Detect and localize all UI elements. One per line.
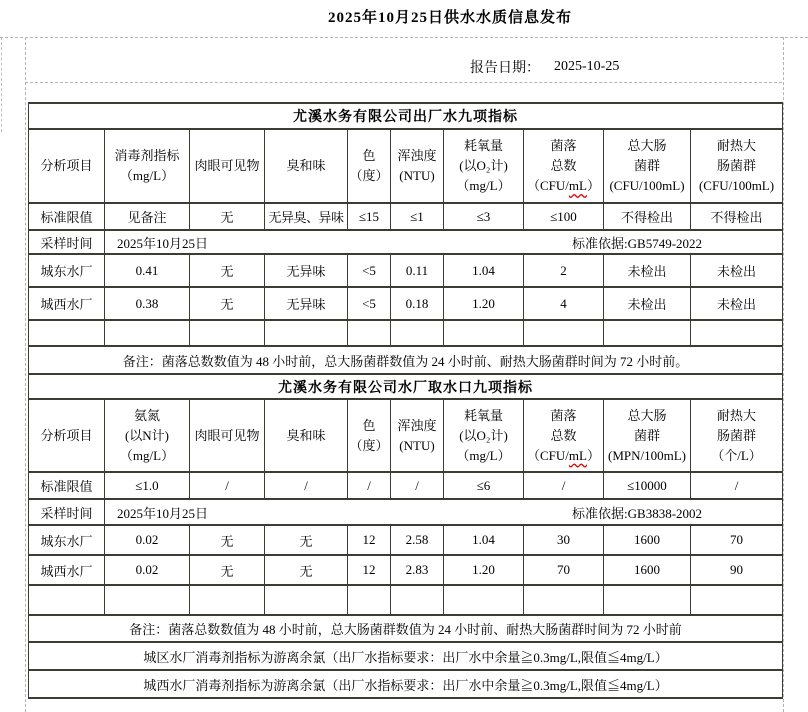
empty-row bbox=[29, 585, 783, 615]
header-line: (NTU) bbox=[399, 437, 435, 453]
data-cell: 1.04 bbox=[444, 525, 524, 555]
header-colony-count bbox=[524, 129, 604, 203]
data-cell: 1.20 bbox=[444, 555, 524, 585]
data-cell: 0.02 bbox=[105, 555, 190, 585]
header-turbidity bbox=[391, 399, 444, 472]
empty-cell bbox=[265, 585, 348, 615]
table2-band-row bbox=[29, 374, 783, 399]
header-line: (MPN/100mL) bbox=[608, 447, 686, 463]
header-line: 肉眼可见物 bbox=[194, 158, 260, 173]
plant-name: 城西水厂 bbox=[29, 287, 105, 320]
header-odor-taste bbox=[265, 129, 348, 203]
chlorine-note-west: 城西水厂消毒剂指标为游离余氯（出厂水指标要求：出厂水中余量≧0.3mg/L,限值≦4mg/L） bbox=[29, 670, 783, 698]
data-cell: <5 bbox=[348, 254, 391, 287]
empty-cell bbox=[691, 320, 783, 346]
empty-cell bbox=[348, 320, 391, 346]
limit-cell: 无 bbox=[190, 203, 265, 230]
limit-cell: / bbox=[391, 472, 444, 499]
header-line: 总大肠 bbox=[627, 407, 667, 423]
data-cell: 0.41 bbox=[105, 254, 190, 287]
header-line: (CFU/100mL) bbox=[698, 178, 775, 193]
data-cell: 无异味 bbox=[265, 287, 348, 320]
limit-cell: ≤10000 bbox=[604, 472, 691, 499]
header-visible-matter bbox=[190, 399, 265, 472]
header-line: （mg/L） bbox=[119, 168, 175, 183]
header-color bbox=[348, 129, 391, 203]
report-date-label: 报告日期： bbox=[470, 60, 540, 76]
data-cell: 12 bbox=[348, 525, 391, 555]
unit-text: （CFU/ bbox=[527, 178, 569, 193]
header-line: 菌落 bbox=[550, 138, 577, 153]
table1-title: 尤溪水务有限公司出厂水九项指标 bbox=[29, 103, 783, 129]
header-line: 总大肠 bbox=[627, 138, 667, 153]
table1-note-row bbox=[29, 346, 783, 374]
table1-band-row bbox=[29, 103, 783, 129]
spellcheck-underlined-text: mL bbox=[568, 178, 587, 193]
header-turbidity bbox=[391, 129, 444, 203]
empty-cell bbox=[691, 585, 783, 615]
data-cell: 4 bbox=[524, 287, 604, 320]
header-line: 色 bbox=[362, 417, 376, 433]
table-row bbox=[29, 555, 783, 585]
header-line: 分析项目 bbox=[40, 158, 93, 173]
header-analysis-item bbox=[29, 129, 105, 203]
limit-cell: ≤1 bbox=[391, 203, 444, 230]
header-line: 总数 bbox=[550, 427, 577, 443]
data-cell: 1600 bbox=[604, 525, 691, 555]
header-line: 色 bbox=[362, 148, 376, 163]
data-cell: <5 bbox=[348, 287, 391, 320]
header-line: 臭和味 bbox=[286, 158, 326, 173]
unit-text: ） bbox=[586, 447, 600, 463]
header-line: 浑浊度 bbox=[397, 148, 437, 163]
header-line: (NTU) bbox=[399, 168, 435, 183]
header-line: （mg/L） bbox=[119, 447, 175, 463]
header-analysis-item bbox=[29, 399, 105, 472]
table2-note-row bbox=[29, 615, 783, 642]
data-cell: 90 bbox=[691, 555, 783, 585]
empty-cell bbox=[348, 585, 391, 615]
page-title: 2025年10月25日供水水质信息发布 bbox=[327, 10, 572, 26]
table1-header-row bbox=[29, 129, 783, 203]
limit-cell: / bbox=[348, 472, 391, 499]
header-odor-taste bbox=[265, 399, 348, 472]
header-line: 分析项目 bbox=[40, 427, 93, 443]
limit-cell: ≤100 bbox=[524, 203, 604, 230]
data-cell: 0.02 bbox=[105, 525, 190, 555]
header-line: (CFU/100mL) bbox=[609, 178, 685, 193]
data-cell: 无 bbox=[190, 287, 265, 320]
empty-cell bbox=[391, 320, 444, 346]
data-cell: 0.18 bbox=[391, 287, 444, 320]
sampling-time-label: 采样时间 bbox=[29, 230, 105, 254]
unit-text: ） bbox=[586, 178, 600, 193]
limit-row-label: 标准限值 bbox=[29, 472, 105, 499]
header-thermotolerant-coliform bbox=[691, 399, 783, 472]
data-cell: 未检出 bbox=[604, 254, 691, 287]
intake-water-table bbox=[28, 373, 783, 699]
limit-cell: ≤3 bbox=[444, 203, 524, 230]
chlorine-note-east: 城区水厂消毒剂指标为游离余氯（出厂水指标要求：出厂水中余量≧0.3mg/L,限值≦4mg/L） bbox=[29, 642, 783, 670]
header-oxygen-demand bbox=[444, 129, 524, 203]
plant-name: 城东水厂 bbox=[29, 254, 105, 287]
header-line: 肉眼可见物 bbox=[194, 427, 260, 443]
report-date-row bbox=[25, 37, 782, 83]
plant-name: 城西水厂 bbox=[29, 555, 105, 585]
header-line: 总数 bbox=[550, 158, 577, 173]
header-line: 耗氧量 bbox=[463, 138, 503, 153]
header-line: （度） bbox=[349, 168, 389, 183]
empty-cell bbox=[190, 320, 265, 346]
table-row bbox=[29, 287, 783, 320]
sampling-time-cell bbox=[105, 230, 783, 254]
header-total-coliform bbox=[604, 399, 691, 472]
data-cell: 1600 bbox=[604, 555, 691, 585]
limit-cell: 不得检出 bbox=[691, 203, 783, 230]
limit-cell: / bbox=[190, 472, 265, 499]
data-cell: 未检出 bbox=[604, 287, 691, 320]
limit-row-label: 标准限值 bbox=[29, 203, 105, 230]
header-line bbox=[524, 176, 603, 196]
limit-cell: / bbox=[265, 472, 348, 499]
empty-cell bbox=[265, 320, 348, 346]
data-cell: 2.83 bbox=[391, 555, 444, 585]
empty-cell bbox=[190, 585, 265, 615]
data-cell: 70 bbox=[524, 555, 604, 585]
header-line: 肠菌群 bbox=[717, 158, 757, 173]
header-line: （个/L） bbox=[711, 447, 762, 463]
data-cell: 12 bbox=[348, 555, 391, 585]
data-cell: 无 bbox=[190, 525, 265, 555]
limit-cell: 无异臭、异味 bbox=[265, 203, 348, 230]
header-disinfectant bbox=[105, 129, 190, 203]
data-cell: 无异味 bbox=[265, 254, 348, 287]
data-cell: 0.38 bbox=[105, 287, 190, 320]
data-cell: 无 bbox=[190, 555, 265, 585]
empty-cell bbox=[29, 320, 105, 346]
data-cell: 70 bbox=[691, 525, 783, 555]
header-line: 浑浊度 bbox=[397, 417, 437, 433]
header-line bbox=[524, 446, 603, 466]
header-color bbox=[348, 399, 391, 472]
standard-basis: 标准依据:GB5749-2022 bbox=[572, 235, 703, 251]
data-cell: 2.58 bbox=[391, 525, 444, 555]
header-line: (以O₂计) bbox=[459, 427, 508, 443]
data-cell: 2 bbox=[524, 254, 604, 287]
header-line: （mg/L） bbox=[456, 447, 511, 463]
header-ammonia-nitrogen bbox=[105, 399, 190, 472]
data-cell: 1.04 bbox=[444, 254, 524, 287]
sampling-date: 2025年10月25日 bbox=[117, 235, 209, 251]
plant-name: 城东水厂 bbox=[29, 525, 105, 555]
sampling-flex bbox=[105, 233, 782, 252]
empty-cell bbox=[604, 585, 691, 615]
empty-cell bbox=[524, 585, 604, 615]
unit-text: （CFU/ bbox=[527, 447, 569, 463]
empty-row bbox=[29, 320, 783, 346]
report-date-value: 2025-10-25 bbox=[554, 58, 620, 74]
header-oxygen-demand bbox=[444, 399, 524, 472]
table2-title: 尤溪水务有限公司水厂取水口九项指标 bbox=[29, 374, 783, 399]
empty-cell bbox=[604, 320, 691, 346]
header-line: 耗氧量 bbox=[463, 407, 503, 423]
table1-limit-row bbox=[29, 203, 783, 230]
limit-cell: / bbox=[524, 472, 604, 499]
data-cell: 1.20 bbox=[444, 287, 524, 320]
limit-cell: 不得检出 bbox=[604, 203, 691, 230]
sampling-time-label: 采样时间 bbox=[29, 499, 105, 525]
header-line: 菌群 bbox=[633, 427, 660, 443]
spellcheck-underlined-text: mL bbox=[568, 447, 587, 463]
header-line: 肠菌群 bbox=[717, 427, 757, 443]
table2-note: 备注：菌落总数数值为 48 小时前，总大肠菌群数值为 24 小时前、耐热大肠菌群时间为 72 小时前 bbox=[29, 615, 783, 642]
table-row bbox=[29, 254, 783, 287]
empty-cell bbox=[29, 585, 105, 615]
empty-cell bbox=[524, 320, 604, 346]
data-cell: 30 bbox=[524, 525, 604, 555]
header-line: 耐热大 bbox=[717, 138, 757, 153]
sampling-date: 2025年10月25日 bbox=[117, 505, 209, 521]
empty-cell bbox=[444, 585, 524, 615]
table1-note: 备注：菌落总数数值为 48 小时前，总大肠菌群数值为 24 小时前、耐热大肠菌群时间为 72 小时前。 bbox=[29, 346, 783, 374]
data-cell: 0.11 bbox=[391, 254, 444, 287]
header-line: 氨氮 bbox=[133, 407, 160, 423]
data-cell: 无 bbox=[265, 525, 348, 555]
empty-cell bbox=[105, 320, 190, 346]
sampling-time-cell bbox=[105, 499, 783, 525]
finished-water-table bbox=[28, 102, 783, 375]
data-cell: 未检出 bbox=[691, 287, 783, 320]
header-visible-matter bbox=[190, 129, 265, 203]
data-cell: 无 bbox=[190, 254, 265, 287]
header-line: 耐热大 bbox=[717, 407, 757, 423]
standard-basis: 标准依据:GB3838-2002 bbox=[572, 505, 703, 521]
table-row bbox=[29, 525, 783, 555]
header-line: (以O₂计) bbox=[459, 158, 508, 173]
tables-container bbox=[28, 102, 782, 699]
empty-cell bbox=[444, 320, 524, 346]
header-line: 菌落 bbox=[550, 407, 577, 423]
empty-cell bbox=[105, 585, 190, 615]
header-line: (以N计) bbox=[124, 427, 170, 443]
header-line: 臭和味 bbox=[286, 427, 326, 443]
header-line: （mg/L） bbox=[456, 178, 511, 193]
chlorine-note-row bbox=[29, 642, 783, 670]
header-thermotolerant-coliform bbox=[691, 129, 783, 203]
table2-limit-row bbox=[29, 472, 783, 499]
header-total-coliform bbox=[604, 129, 691, 203]
limit-cell: ≤1.0 bbox=[105, 472, 190, 499]
table2-sampling-row bbox=[29, 499, 783, 525]
limit-cell: / bbox=[691, 472, 783, 499]
header-colony-count bbox=[524, 399, 604, 472]
data-cell: 无 bbox=[265, 555, 348, 585]
chlorine-note-row bbox=[29, 670, 783, 698]
sampling-flex bbox=[105, 503, 782, 522]
limit-cell: ≤6 bbox=[444, 472, 524, 499]
header-line: 菌群 bbox=[633, 158, 660, 173]
limit-cell: 见备注 bbox=[105, 203, 190, 230]
limit-cell: ≤15 bbox=[348, 203, 391, 230]
header-line: 消毒剂指标 bbox=[114, 148, 180, 163]
header-line: （度） bbox=[349, 437, 389, 453]
print-area-left-edge-line bbox=[1, 37, 2, 132]
table1-sampling-row bbox=[29, 230, 783, 254]
data-cell: 未检出 bbox=[691, 254, 783, 287]
empty-cell bbox=[391, 585, 444, 615]
table2-header-row bbox=[29, 399, 783, 472]
